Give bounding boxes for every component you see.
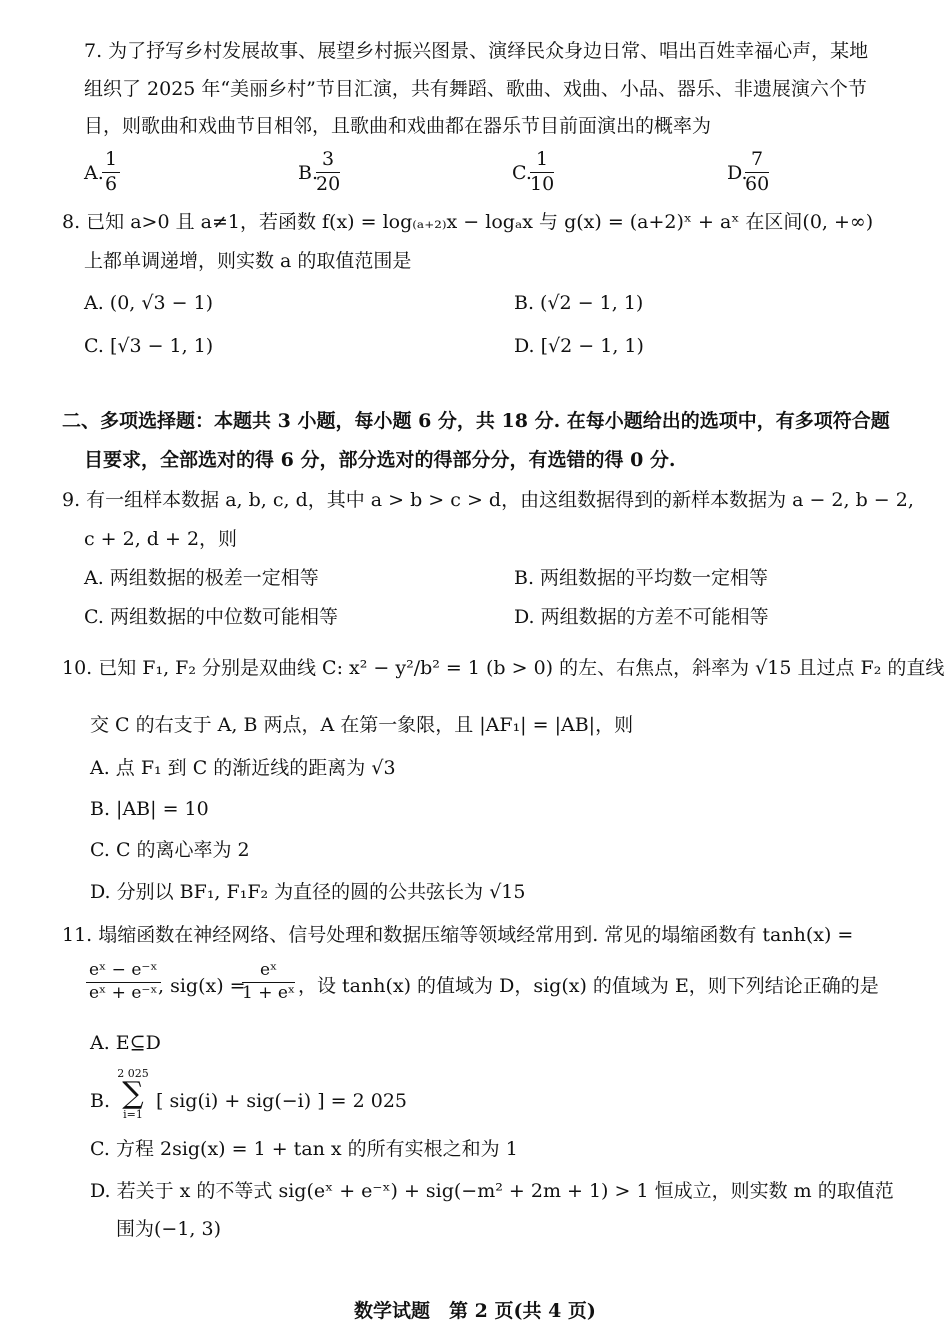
section-2-heading-line-2: 目要求，全部选对的得 6 分，部分选对的得部分分，有选错的得 0 分. bbox=[84, 449, 676, 471]
q7-line-3: 目，则歌曲和戏曲节目相邻，且歌曲和戏曲都在器乐节目前面演出的概率为 bbox=[84, 115, 712, 137]
q11-option-d-line-2: 围为(−1, 3) bbox=[116, 1218, 222, 1240]
q9-line-2: c + 2, d + 2，则 bbox=[84, 528, 238, 550]
q7-option-d-label: D. bbox=[727, 162, 748, 184]
q10-line-2: 交 C 的右支于 A, B 两点，A 在第一象限，且 |AF₁| = |AB|，则 bbox=[90, 714, 634, 736]
q9-option-d: D. 两组数据的方差不可能相等 bbox=[514, 606, 769, 628]
q11-sig-definition-lead: , sig(x) = bbox=[158, 975, 246, 997]
q11-option-a: A. E⊆D bbox=[90, 1032, 161, 1054]
q7-option-b-label: B. bbox=[298, 162, 319, 184]
section-2-heading-line-1: 二、多项选择题：本题共 3 小题，每小题 6 分，共 18 分. 在每小题给出的选项中，有多项符合题 bbox=[62, 410, 890, 432]
q11-option-c: C. 方程 2sig(x) = 1 + tan x 的所有实根之和为 1 bbox=[90, 1138, 518, 1160]
q10-option-b: B. |AB| = 10 bbox=[90, 798, 209, 820]
q11-sum-upper-limit: 2 025 bbox=[117, 1067, 149, 1080]
q7-option-b-denominator: 20 bbox=[316, 172, 341, 195]
q8-option-a: A. (0, √3 − 1) bbox=[84, 292, 214, 314]
q11-option-b-expression: [ sig(i) + sig(−i) ] = 2 025 bbox=[156, 1090, 407, 1112]
page-footer: 数学试题 第 2 页(共 4 页) bbox=[354, 1300, 596, 1322]
q11-tanh-denominator: eˣ + e⁻ˣ bbox=[89, 982, 158, 1003]
q7-option-c-numerator: 1 bbox=[530, 150, 554, 173]
q7-option-a-label: A. bbox=[84, 162, 104, 184]
q8-option-c: C. [√3 − 1, 1) bbox=[84, 335, 214, 357]
q9-option-a: A. 两组数据的极差一定相等 bbox=[84, 567, 319, 589]
q10-option-a: A. 点 F₁ 到 C 的渐近线的距离为 √3 bbox=[90, 757, 396, 779]
q11-option-b-summation bbox=[116, 1068, 150, 1120]
q7-line-2: 组织了 2025 年“美丽乡村”节目汇演，共有舞蹈、歌曲、戏曲、小品、器乐、非遗展演六个节 bbox=[84, 78, 867, 100]
q8-option-d: D. [√2 − 1, 1) bbox=[514, 335, 644, 357]
q10-option-d: D. 分别以 BF₁, F₁F₂ 为直径的圆的公共弦长为 √15 bbox=[90, 881, 526, 903]
q7-option-a-fraction bbox=[102, 150, 120, 195]
q10-option-c: C. C 的离心率为 2 bbox=[90, 839, 250, 861]
q11-sig-numerator: eˣ bbox=[242, 962, 295, 983]
q7-option-b-fraction bbox=[316, 150, 340, 195]
q7-option-d-fraction bbox=[745, 150, 769, 195]
q7-option-c-fraction bbox=[530, 150, 554, 195]
q8-line-1: 8. 已知 a>0 且 a≠1，若函数 f(x) = log₍ₐ₊₂₎x − logₐx 与 g(x) = (a+2)ˣ + aˣ 在区间(0, +∞) bbox=[62, 211, 874, 233]
q7-option-c-label: C. bbox=[512, 162, 532, 184]
q8-option-b: B. (√2 − 1, 1) bbox=[514, 292, 644, 314]
q7-option-b-numerator: 3 bbox=[316, 150, 340, 173]
q11-sum-symbol: ∑ bbox=[122, 1076, 144, 1111]
q11-option-b-label: B. bbox=[90, 1090, 111, 1112]
q11-tanh-numerator: eˣ − e⁻ˣ bbox=[86, 962, 161, 983]
q9-line-1: 9. 有一组样本数据 a, b, c, d，其中 a > b > c > d，由这组数据得到的新样本数据为 a − 2, b − 2, bbox=[62, 489, 914, 511]
q10-line-1: 10. 已知 F₁, F₂ 分别是双曲线 C: x² − y²/b² = 1 (b > 0) 的左、右焦点，斜率为 √15 且过点 F₂ 的直线 bbox=[62, 657, 945, 679]
q9-option-c: C. 两组数据的中位数可能相等 bbox=[84, 606, 338, 628]
q9-option-b: B. 两组数据的平均数一定相等 bbox=[514, 567, 769, 589]
q11-option-d-line-1: D. 若关于 x 的不等式 sig(eˣ + e⁻ˣ) + sig(−m² + 2m + 1) > 1 恒成立，则实数 m 的取值范 bbox=[90, 1180, 894, 1202]
q11-line-1: 11. 塌缩函数在神经网络、信号处理和数据压缩等领域经常用到. 常见的塌缩函数有 tanh(x) = bbox=[62, 924, 854, 946]
q8-line-2: 上都单调递增，则实数 a 的取值范围是 bbox=[84, 250, 412, 272]
q11-line-2-tail: ，设 tanh(x) 的值域为 D，sig(x) 的值域为 E，则下列结论正确的是 bbox=[298, 975, 879, 997]
q11-sig-fraction bbox=[242, 962, 295, 1003]
q11-sig-denominator: 1 + eˣ bbox=[242, 982, 296, 1003]
q11-tanh-fraction bbox=[86, 962, 161, 1003]
q11-sum-lower-limit: i=1 bbox=[123, 1108, 143, 1121]
q7-option-a-denominator: 6 bbox=[105, 172, 118, 195]
q7-option-a-numerator: 1 bbox=[102, 150, 120, 173]
q7-option-d-denominator: 60 bbox=[745, 172, 770, 195]
q7-line-1: 7. 为了抒写乡村发展故事、展望乡村振兴图景、演绎民众身边日常、唱出百姓幸福心声，某地 bbox=[84, 40, 869, 62]
q7-option-c-denominator: 10 bbox=[530, 172, 555, 195]
q7-option-d-numerator: 7 bbox=[745, 150, 769, 173]
